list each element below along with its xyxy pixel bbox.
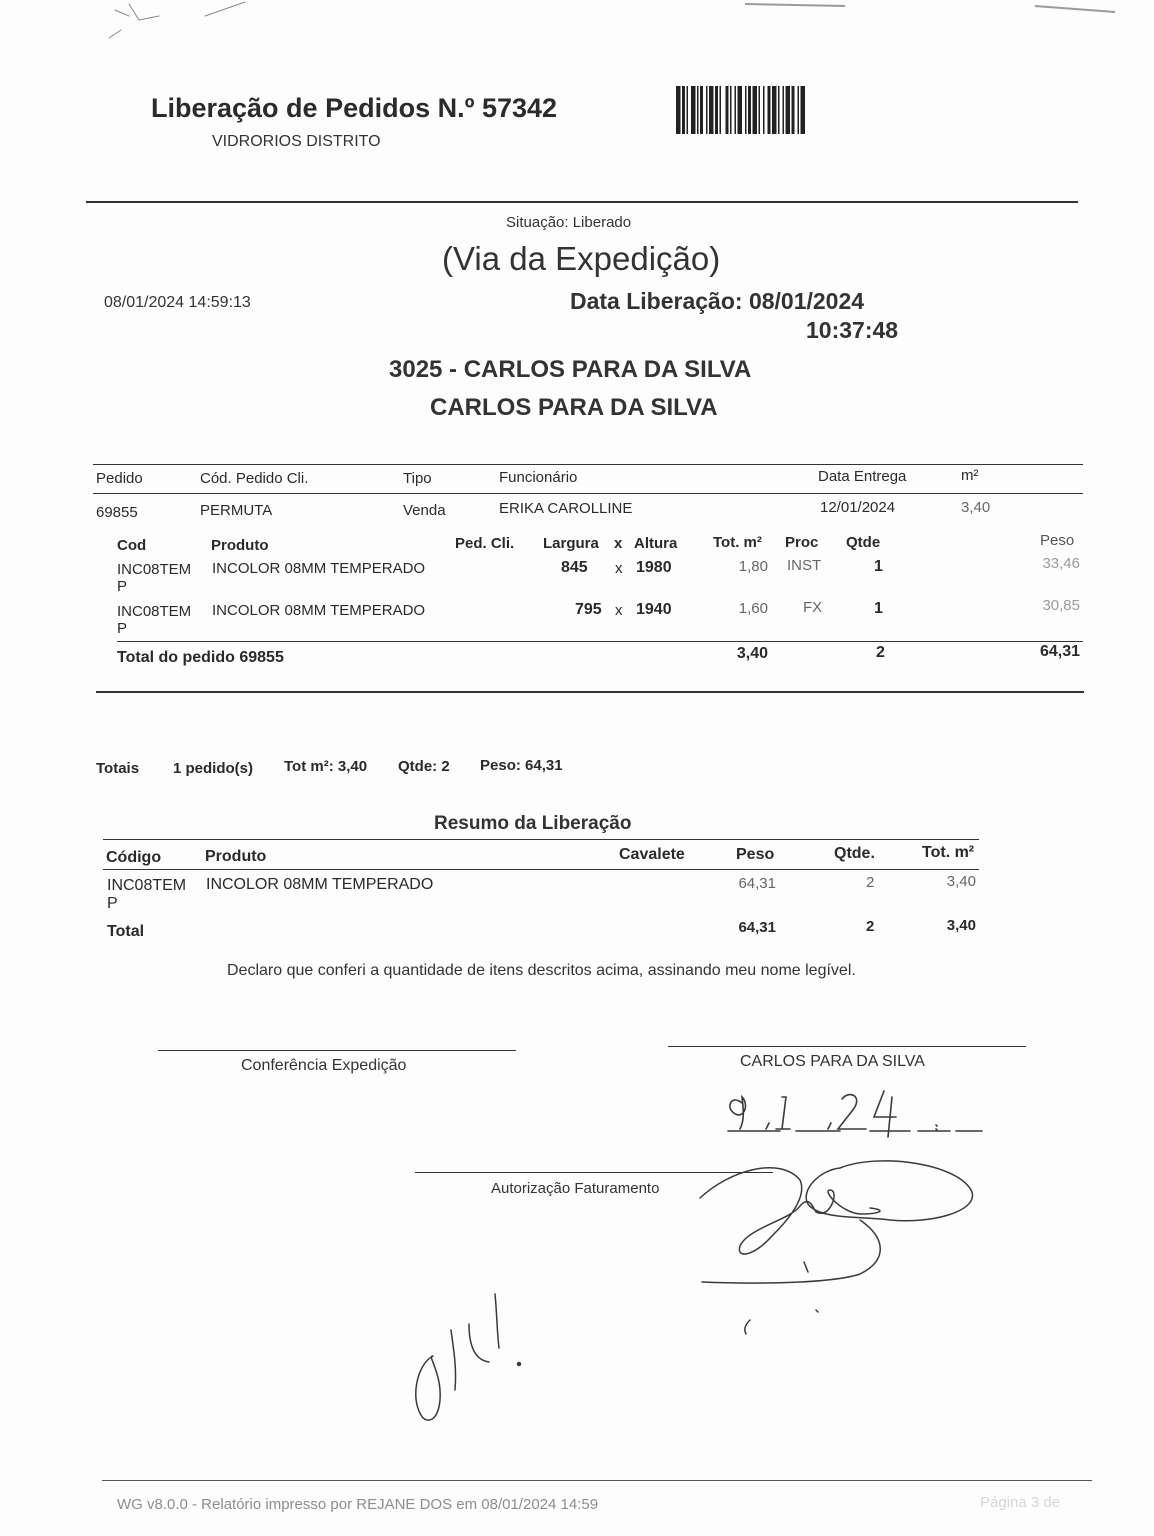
totais-peso: Peso: 64,31 <box>480 757 563 774</box>
barcode-bar <box>792 86 795 134</box>
resumo-total-qtde: 2 <box>866 918 875 935</box>
item-altura: 1940 <box>636 601 672 618</box>
declaration-text: Declaro que conferi a quantidade de itens descritos acima, assinando meu nome legível. <box>227 962 856 979</box>
scan-mark <box>95 0 255 50</box>
resumo-tot-m2: 3,40 <box>946 873 976 890</box>
col-data-entrega: Data Entrega <box>818 468 907 485</box>
barcode-bar <box>730 86 732 134</box>
item-tot-m2: 1,60 <box>738 600 768 617</box>
resumo-top-rule <box>103 839 979 840</box>
order-total-peso: 64,31 <box>1039 643 1080 660</box>
barcode-bar <box>706 86 708 134</box>
barcode-bar <box>759 86 761 134</box>
situacao-label: Situação: Liberado <box>506 214 632 231</box>
client-name: CARLOS PARA DA SILVA <box>430 394 718 421</box>
resumo-codigo-wrap: P <box>107 895 118 912</box>
barcode-bar <box>720 86 722 134</box>
order-total-m2: 3,40 <box>736 645 768 662</box>
item-x: x <box>615 560 623 577</box>
totais-tot-m2: Tot m²: 3,40 <box>284 758 368 775</box>
order-m2: 3,40 <box>961 499 991 516</box>
item-produto: INCOLOR 08MM TEMPERADO <box>212 560 426 577</box>
item-cod-wrap: P <box>117 578 128 595</box>
resumo-col-peso: Peso <box>736 846 775 863</box>
item-largura: 795 <box>575 601 602 618</box>
resumo-title: Resumo da Liberação <box>434 813 632 834</box>
handwritten-date <box>720 1085 985 1140</box>
barcode-bar <box>676 86 681 134</box>
client-signature-line <box>668 1046 1026 1047</box>
barcode-bar <box>753 86 758 134</box>
order-pedido: 69855 <box>96 504 138 521</box>
barcode-bar <box>768 86 771 134</box>
data-liberacao: Data Liberação: 08/01/2024 <box>570 288 865 314</box>
order-top-rule <box>93 464 1083 465</box>
items-total-rule <box>117 641 1083 642</box>
order-funcionario: ERIKA CAROLLINE <box>499 500 633 517</box>
print-datetime: 08/01/2024 14:59:13 <box>104 294 251 311</box>
page-title: Liberação de Pedidos N.º 57342 <box>151 93 558 123</box>
barcode <box>676 86 850 134</box>
item-peso: 33,46 <box>1042 555 1080 572</box>
resumo-col-qtde: Qtde. <box>834 845 875 862</box>
barcode-bar <box>786 86 791 134</box>
resumo-total-peso: 64,31 <box>738 919 776 936</box>
item-largura: 845 <box>561 559 588 576</box>
order-header-rule <box>93 493 1083 494</box>
col-m2: m² <box>961 467 979 484</box>
item-col-cod: Cod <box>117 537 147 554</box>
item-col-ped-cli: Ped. Cli. <box>455 535 515 552</box>
col-pedido: Pedido <box>96 470 143 487</box>
item-col-largura: Largura <box>543 535 599 552</box>
order-total-qtde: 2 <box>876 644 885 661</box>
col-funcionario: Funcionário <box>499 469 578 486</box>
resumo-col-cavalete: Cavalete <box>619 846 685 863</box>
item-altura: 1980 <box>636 559 672 576</box>
totais-label: Totais <box>96 760 140 777</box>
conferencia-label: Conferência Expedição <box>241 1057 407 1074</box>
handwritten-ok <box>405 1290 535 1430</box>
barcode-bar <box>687 86 689 134</box>
conferencia-signature-line <box>158 1050 516 1051</box>
order-cod-cli: PERMUTA <box>200 502 273 519</box>
barcode-bar <box>748 86 751 134</box>
item-col-produto: Produto <box>211 537 269 554</box>
company-name: VIDRORIOS DISTRITO <box>212 133 381 150</box>
header-divider <box>86 201 1078 203</box>
item-proc: INST <box>787 557 822 574</box>
barcode-bar <box>763 86 765 134</box>
item-col-proc: Proc <box>785 534 819 551</box>
resumo-peso: 64,31 <box>738 875 776 892</box>
item-cod: INC08TEM <box>117 561 192 578</box>
footer-page: Página 3 de <box>980 1494 1061 1511</box>
barcode-bar <box>715 86 718 134</box>
item-produto: INCOLOR 08MM TEMPERADO <box>212 602 426 619</box>
client-signature-name: CARLOS PARA DA SILVA <box>740 1053 925 1070</box>
handwritten-signature <box>690 1150 990 1330</box>
barcode-bar <box>778 86 780 134</box>
item-col-peso: Peso <box>1040 532 1075 549</box>
totais-pedidos: 1 pedido(s) <box>173 760 254 777</box>
totais-qtde: Qtde: 2 <box>398 758 450 775</box>
barcode-bar <box>709 86 714 134</box>
barcode-bar <box>783 86 785 134</box>
resumo-total-label: Total <box>107 923 145 940</box>
resumo-col-codigo: Código <box>106 849 162 866</box>
via-label: (Via da Expedição) <box>442 240 721 277</box>
item-qtde: 1 <box>874 600 883 617</box>
resumo-codigo: INC08TEM <box>107 877 187 894</box>
order-total-label: Total do pedido 69855 <box>117 649 284 666</box>
scan-edge-mark <box>745 0 1125 20</box>
barcode-bar <box>798 86 800 134</box>
barcode-bar <box>801 86 806 134</box>
item-col-x: x <box>614 535 623 552</box>
resumo-qtde: 2 <box>866 874 875 891</box>
barcode-bar <box>697 86 699 134</box>
item-peso: 30,85 <box>1042 597 1080 614</box>
item-tot-m2: 1,80 <box>738 558 768 575</box>
item-x: x <box>615 602 623 619</box>
barcode-bar <box>691 86 696 134</box>
item-col-qtde: Qtde <box>846 534 881 551</box>
item-qtde: 1 <box>874 558 883 575</box>
col-tipo: Tipo <box>403 470 432 487</box>
barcode-bar <box>682 86 685 134</box>
item-proc: FX <box>803 599 823 616</box>
resumo-total-tot-m2: 3,40 <box>946 917 976 934</box>
item-col-altura: Altura <box>634 535 678 552</box>
client-code-name: 3025 - CARLOS PARA DA SILVA <box>389 356 752 383</box>
hora-liberacao: 10:37:48 <box>806 317 899 343</box>
barcode-bar <box>772 86 777 134</box>
footer-rule <box>102 1480 1092 1481</box>
item-col-tot-m2: Tot. m² <box>713 534 762 551</box>
barcode-bar <box>735 86 737 134</box>
item-cod-wrap: P <box>117 620 128 637</box>
resumo-col-tot-m2: Tot. m² <box>922 844 975 861</box>
order-tipo: Venda <box>403 502 446 519</box>
col-cod-cli: Cód. Pedido Cli. <box>200 470 309 487</box>
barcode-bar <box>700 86 703 134</box>
barcode-bar <box>745 86 747 134</box>
barcode-bar <box>726 86 729 134</box>
order-data-entrega: 12/01/2024 <box>820 499 896 516</box>
footer-printed-by: WG v8.0.0 - Relatório impresso por REJANE DOS em 08/01/2024 14:59 <box>117 1496 599 1513</box>
order-bottom-rule <box>96 691 1084 693</box>
autorizacao-label: Autorização Faturamento <box>491 1180 660 1197</box>
item-cod: INC08TEM <box>117 603 192 620</box>
barcode-bar <box>738 86 743 134</box>
resumo-produto: INCOLOR 08MM TEMPERADO <box>206 876 434 893</box>
resumo-header-rule <box>103 869 979 870</box>
resumo-col-produto: Produto <box>205 848 267 865</box>
